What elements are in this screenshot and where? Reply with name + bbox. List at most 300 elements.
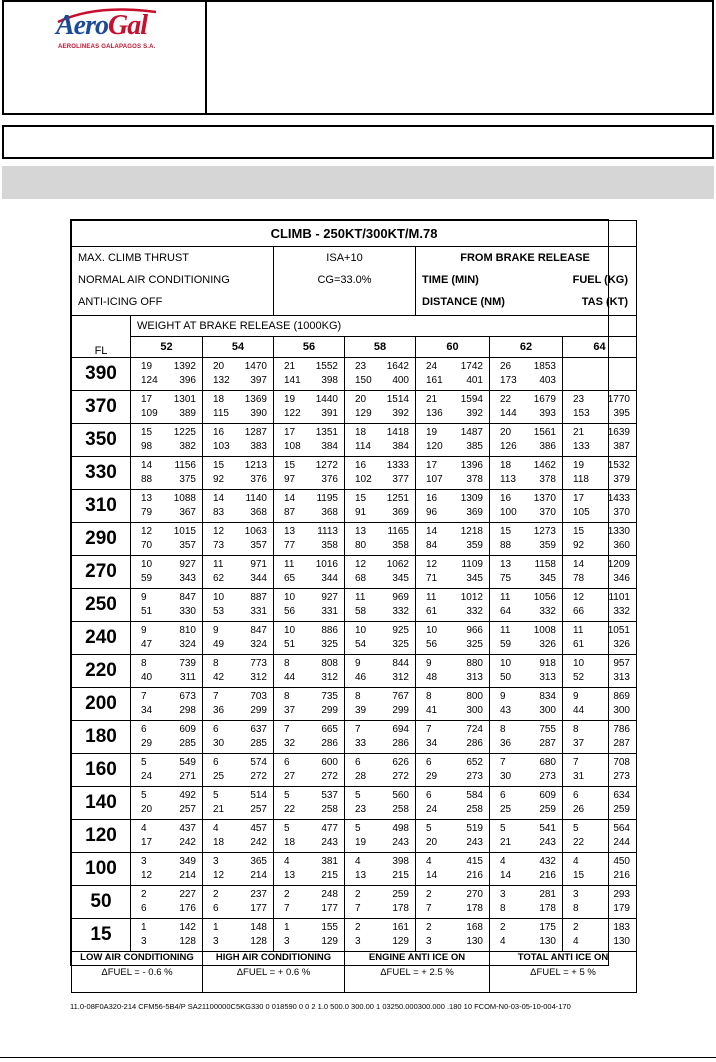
flight-level: 140 [72,787,131,820]
fuel-value: 847 [179,592,196,603]
data-cell [490,457,563,490]
distance-value: 27 [284,771,296,782]
fuel-value: 600 [321,757,338,768]
tas-value: 331 [321,606,338,617]
distance-value: 64 [500,606,512,617]
time-value: 2 [573,922,579,933]
data-cell [131,754,203,787]
tas-value: 378 [539,474,556,485]
tas-value: 331 [250,606,267,617]
tas-value: 382 [179,441,196,452]
fuel-value: 1594 [460,394,483,405]
tas-value: 324 [179,639,196,650]
data-cell [416,721,490,754]
tas-value: 258 [321,804,338,815]
distance-value: 12 [213,870,225,881]
distance-value: 62 [213,573,225,584]
distance-value: 21 [500,837,512,848]
distance-value: 51 [141,606,153,617]
time-value: 10 [284,625,296,636]
fuel-value: 969 [392,592,409,603]
flight-level: 250 [72,589,131,622]
fl-header: FL [72,316,131,358]
distance-value: 22 [284,804,296,815]
data-cell [416,358,490,391]
tas-value: 178 [466,903,483,914]
fuel-value: 1113 [317,526,338,537]
tas-value: 400 [392,375,409,386]
distance-value: 107 [426,474,443,485]
tas-value: 326 [613,639,630,650]
tas-value: 216 [466,870,483,881]
data-cell [131,424,203,457]
distance-value: 83 [213,507,225,518]
distance-value: 73 [213,540,225,551]
data-cell [490,820,563,853]
time-value: 15 [355,493,367,504]
distance-value: 114 [355,441,371,452]
data-cell [274,556,345,589]
time-value: 14 [573,559,585,570]
distance-value: 71 [426,573,438,584]
fuel-value: 887 [250,592,267,603]
fuel-value: 1853 [533,361,556,372]
data-cell [131,589,203,622]
tas-value: 216 [613,870,630,881]
time-value: 14 [284,493,296,504]
distance-value: 20 [426,837,438,848]
fuel-value: 1369 [244,394,267,405]
time-value: 11 [500,592,511,603]
distance-value: 79 [141,507,153,518]
fuel-value: 574 [250,757,267,768]
tas-value: 345 [466,573,483,584]
time-value: 4 [284,856,290,867]
time-value: 4 [355,856,361,867]
fuel-value: 1016 [315,559,338,570]
time-value: 7 [500,757,506,768]
data-cell [274,688,345,721]
flight-level: 240 [72,622,131,655]
data-cell [490,358,563,391]
data-cell [563,622,637,655]
distance-value: 4 [500,936,506,947]
distance-value: 26 [573,804,585,815]
time-value: 10 [500,658,512,669]
fuel-value: 1140 [245,493,267,504]
time-value: 23 [573,394,585,405]
from-brake-release: FROM BRAKE RELEASE [460,252,590,264]
distance-value: 59 [141,573,153,584]
distance-value: 46 [355,672,367,683]
flight-level: 270 [72,556,131,589]
distance-value: 14 [426,870,438,881]
distance-value: 29 [141,738,153,749]
fuel-value: 755 [539,724,556,735]
data-cell [131,721,203,754]
data-cell [203,754,274,787]
data-cell [416,886,490,919]
tas-value: 343 [179,573,196,584]
fuel-value: 541 [539,823,556,834]
data-cell [203,721,274,754]
time-value: 10 [213,592,225,603]
fuel-value: 724 [466,724,483,735]
fuel-value: 227 [179,889,196,900]
fuel-value: 844 [392,658,409,669]
fuel-value: 281 [539,889,556,900]
time-value: 8 [141,658,147,669]
tas-value: 272 [392,771,409,782]
data-cell [490,688,563,721]
data-cell [274,655,345,688]
distance-value: 30 [213,738,225,749]
fuel-value: 694 [392,724,409,735]
tas-value: 299 [392,705,409,716]
data-cell [563,886,637,919]
data-cell [203,424,274,457]
distance-value: 87 [284,507,296,518]
distance-value: 7 [426,903,432,914]
fuel-value: 1301 [173,394,196,405]
distance-value: 47 [141,639,153,650]
data-cell [345,919,416,952]
time-value: 21 [426,394,438,405]
distance-value: 22 [573,837,585,848]
time-value: 5 [573,823,579,834]
distance-value: 173 [500,375,517,386]
fuel-value: 1225 [173,427,196,438]
fuel-value: 237 [250,889,267,900]
tas-value: 214 [250,870,267,881]
flight-level: 330 [72,457,131,490]
tas-value: 178 [392,903,409,914]
data-cell [131,688,203,721]
data-cell [131,490,203,523]
fuel-value: 437 [179,823,196,834]
tas-value: 395 [613,408,630,419]
time-value: 26 [500,361,512,372]
tas-value: 300 [466,705,483,716]
tas-value: 368 [250,507,267,518]
tas-value: 176 [179,903,196,914]
data-cell [490,490,563,523]
tas-value: 299 [250,705,267,716]
time-value: 7 [355,724,361,735]
flight-level: 180 [72,721,131,754]
fuel-value: 1462 [533,460,556,471]
data-cell [490,589,563,622]
time-value: 18 [355,427,367,438]
tas-value: 396 [179,375,196,386]
distance-value: 23 [355,804,367,815]
distance-value: 103 [213,441,230,452]
distance-value: 3 [141,936,147,947]
distance-value: 78 [573,573,585,584]
time-value: 7 [213,691,219,702]
header-subtitle-box [2,125,714,159]
table-row [72,919,637,952]
flight-level: 350 [72,424,131,457]
time-value: 8 [284,691,290,702]
data-cell [416,490,490,523]
distance-value: 108 [284,441,301,452]
time-value: 5 [500,823,506,834]
fuel-value: 183 [613,922,630,933]
data-cell [203,886,274,919]
fuel-value: 1158 [534,559,556,570]
distance-value: 70 [141,540,153,551]
table-row [72,754,637,787]
data-cell [416,754,490,787]
bottom-divider [0,1057,716,1058]
time-value: 8 [573,724,579,735]
tas-value: 360 [613,540,630,551]
time-value: 12 [213,526,225,537]
fuel-value: 703 [250,691,267,702]
fuel-value: 810 [179,625,196,636]
fuel-value: 498 [392,823,409,834]
fuel-value: 519 [466,823,483,834]
time-value: 17 [284,427,296,438]
data-cell [416,424,490,457]
fuel-value: 1433 [607,493,630,504]
tas-value: 392 [466,408,483,419]
tas-value: 179 [613,903,630,914]
tas-value: 357 [250,540,267,551]
tas-value: 357 [179,540,196,551]
logo-subtitle: AEROLINEAS GALAPAGOS S.A. [58,44,156,50]
data-cell [416,391,490,424]
fuel-value: 270 [466,889,483,900]
tas-value: 177 [321,903,338,914]
data-cell [490,886,563,919]
fuel-value: 168 [466,922,483,933]
fuel-value: 1440 [315,394,338,405]
weight-col-64: 64 [563,337,637,358]
fuel-value: 148 [250,922,267,933]
data-cell [490,622,563,655]
tas-value: 243 [466,837,483,848]
tas-value: 384 [321,441,338,452]
fuel-value: 735 [321,691,338,702]
data-cell [203,622,274,655]
data-cell [416,688,490,721]
time-value: 6 [426,790,432,801]
distance-value: 4 [573,936,579,947]
data-cell [131,820,203,853]
time-value: 5 [284,790,290,801]
fuel-value: 609 [539,790,556,801]
tas-value: 286 [392,738,409,749]
time-value: 11 [213,559,224,570]
distance-value: 32 [284,738,296,749]
footer-engine-anti-ice: ENGINE ANTI ICE ON ΔFUEL = + 2.5 % [345,952,490,993]
table-row [72,622,637,655]
company-logo [56,10,147,42]
tas-value: 370 [613,507,630,518]
distance-value: 44 [573,705,585,716]
tas-value: 367 [179,507,196,518]
distance-value: 7 [284,903,290,914]
data-cell [563,490,637,523]
footer-low-air: LOW AIR CONDITIONING ΔFUEL = - 0.6 % [72,952,203,993]
fuel-value: 800 [466,691,483,702]
fuel-value: 1330 [607,526,630,537]
tas-value: 398 [321,375,338,386]
legend-row-2: DISTANCE (NM) TAS (KT) [422,296,628,308]
data-cell [563,391,637,424]
time-value: 16 [213,427,225,438]
distance-value: 13 [284,870,296,881]
distance-value: 8 [500,903,506,914]
data-cell [490,853,563,886]
fuel-value: 927 [179,559,196,570]
tas-value: 325 [321,639,338,650]
footer-total-anti-ice: TOTAL ANTI ICE ON ΔFUEL = + 5 % [490,952,637,993]
data-cell [416,853,490,886]
data-cell [203,391,274,424]
fuel-value: 1015 [173,526,196,537]
data-cell [345,754,416,787]
fuel-value: 381 [321,856,338,867]
data-cell [203,589,274,622]
table-row [72,556,637,589]
data-cell [274,622,345,655]
data-cell [131,655,203,688]
tas-value: 391 [321,408,338,419]
distance-value: 43 [500,705,512,716]
tas-value: 389 [179,408,196,419]
time-value: 4 [141,823,147,834]
distance-value: 30 [500,771,512,782]
fuel-value: 1195 [316,493,338,504]
time-value: 3 [573,889,579,900]
data-cell [345,424,416,457]
distance-value: 77 [284,540,296,551]
distance-value: 48 [426,672,438,683]
distance-value: 34 [141,705,153,716]
distance-value: 150 [355,375,372,386]
flight-level: 15 [72,919,131,952]
tas-value: 370 [539,507,556,518]
fuel-value: 1552 [315,361,338,372]
distance-value: 36 [213,705,225,716]
tas-value: 130 [613,936,630,947]
tas-value: 344 [321,573,338,584]
time-value: 10 [355,625,367,636]
tas-value: 332 [613,606,630,617]
data-cell [274,523,345,556]
time-value: 12 [141,526,153,537]
tas-value: 129 [321,936,338,947]
time-value: 19 [141,361,153,372]
time-value: 10 [573,658,585,669]
fuel-value: 773 [250,658,267,669]
distance-value: 24 [426,804,438,815]
fuel-value: 966 [466,625,483,636]
climb-table [71,220,637,993]
tas-value: 259 [613,804,630,815]
data-cell [416,787,490,820]
data-cell [203,490,274,523]
distance-value: 6 [141,903,147,914]
data-cell [274,754,345,787]
time-value: 15 [500,526,512,537]
data-cell [345,523,416,556]
data-cell [203,787,274,820]
time-value: 18 [213,394,225,405]
time-value: 9 [500,691,506,702]
fuel-value: 1209 [607,559,630,570]
distance-value: 141 [284,375,301,386]
tas-value: 285 [250,738,267,749]
tas-value: 273 [539,771,556,782]
fuel-value: 477 [321,823,338,834]
fuel-value: 918 [539,658,556,669]
time-value: 8 [500,724,506,735]
data-cell [345,358,416,391]
tas-value: 324 [250,639,267,650]
table-row [72,523,637,556]
table-row [72,457,637,490]
weight-col-62: 62 [490,337,563,358]
data-cell [203,655,274,688]
distance-value: 49 [213,639,225,650]
distance-value: 54 [355,639,367,650]
table-row [72,391,637,424]
data-cell [274,589,345,622]
time-value: 16 [426,493,438,504]
time-value: 5 [355,823,361,834]
chart-title: CLIMB - 250KT/300KT/M.78 [72,221,637,247]
tas-value: 299 [321,705,338,716]
distance-value: 37 [573,738,585,749]
time-value: 6 [426,757,432,768]
data-cell [490,721,563,754]
time-value: 9 [141,592,147,603]
tas-value: 393 [539,408,556,419]
data-cell [274,886,345,919]
time-value: 9 [355,658,361,669]
tas-value: 300 [613,705,630,716]
legend-row-1: TIME (MIN) FUEL (KG) [422,274,628,286]
fuel-value: 1008 [533,625,556,636]
time-value: 18 [500,460,512,471]
tas-value: 383 [250,441,267,452]
fuel-value: 259 [392,889,409,900]
data-cell [274,721,345,754]
distance-value: 21 [213,804,225,815]
data-cell [345,721,416,754]
table-row [72,589,637,622]
tas-value: 259 [539,804,556,815]
fuel-value: 1370 [533,493,556,504]
fuel-value: 1051 [607,625,630,636]
fuel-value: 1639 [607,427,630,438]
tas-value: 312 [321,672,338,683]
fuel-value: 637 [250,724,267,735]
tas-value: 377 [392,474,409,485]
logo-part-aero: Aero [56,10,108,41]
isa-cg-cell [274,247,416,316]
fuel-value: 834 [539,691,556,702]
fuel-value: 1309 [460,493,483,504]
table-row [72,688,637,721]
time-value: 2 [141,889,147,900]
fuel-value: 415 [466,856,483,867]
time-value: 11 [573,625,584,636]
